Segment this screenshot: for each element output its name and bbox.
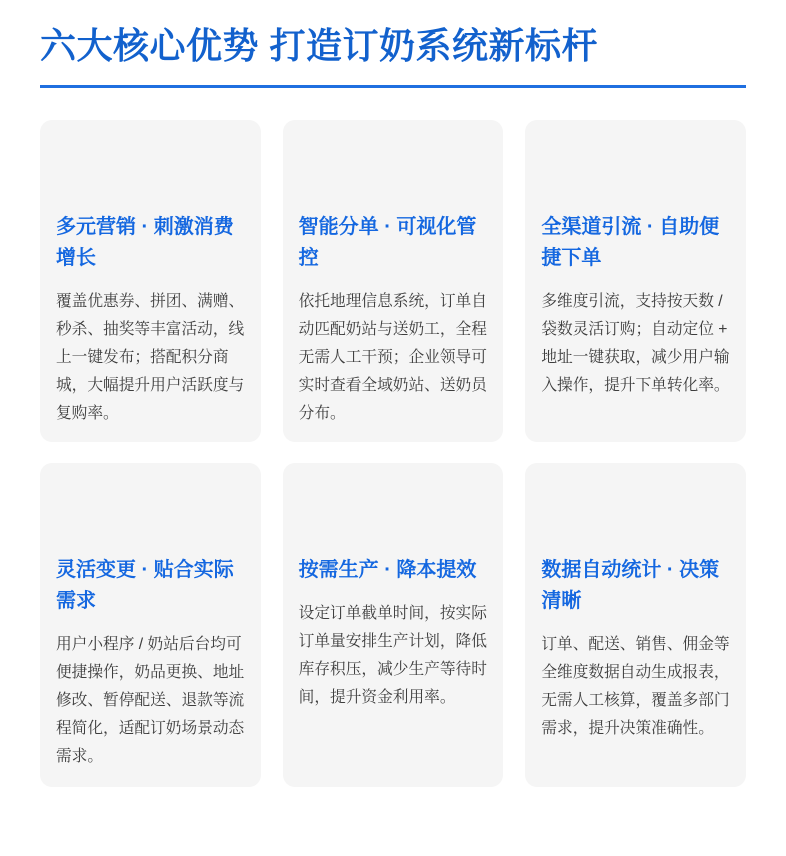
feature-card-flexibility: [40, 463, 261, 787]
feature-cards-grid: [40, 120, 746, 787]
feature-card-production: [283, 463, 504, 787]
title-divider: [40, 85, 746, 88]
card-title: 多元营销 · 刺激消费增长: [56, 216, 234, 269]
feature-card-channels: [525, 120, 746, 442]
card-description: 多维度引流，支持按天数 / 袋数灵活订购；自动定位 + 地址一键获取，减少用户输入操作，提升下单转化率。: [541, 293, 730, 394]
feature-card-dispatch: [283, 120, 504, 442]
card-description: 订单、配送、销售、佣金等全维度数据自动生成报表，无需人工核算，覆盖多部门需求，提升决策准确性。: [541, 636, 730, 737]
card-title: 按需生产 · 降本提效: [298, 559, 477, 581]
card-description: 覆盖优惠券、拼团、满赠、秒杀、抽奖等丰富活动，线上一键发布；搭配积分商城，大幅提升用户活跃度与复购率。: [56, 293, 245, 422]
page-title: 六大核心优势 打造订奶系统新标杆: [40, 25, 599, 66]
card-title: 灵活变更 · 贴合实际需求: [56, 559, 234, 612]
card-title: 数据自动统计 · 决策清晰: [541, 559, 720, 612]
card-description: 依托地理信息系统，订单自动匹配奶站与送奶工，全程无需人工干预；企业领导可实时查看全域奶站、送奶员分布。: [298, 293, 487, 422]
feature-card-statistics: [525, 463, 746, 787]
card-description: 设定订单截单时间，按实际订单量安排生产计划，降低库存积压，减少生产等待时间，提升资金利用率。: [298, 605, 487, 706]
feature-card-marketing: [40, 120, 261, 442]
card-title: 智能分单 · 可视化管控: [298, 216, 477, 269]
card-description: 用户小程序 / 奶站后台均可便捷操作，奶品更换、地址修改、暂停配送、退款等流程简化，适配订奶场景动态需求。: [56, 636, 245, 765]
card-title: 全渠道引流 · 自助便捷下单: [541, 216, 720, 269]
page-container: [0, 24, 786, 787]
